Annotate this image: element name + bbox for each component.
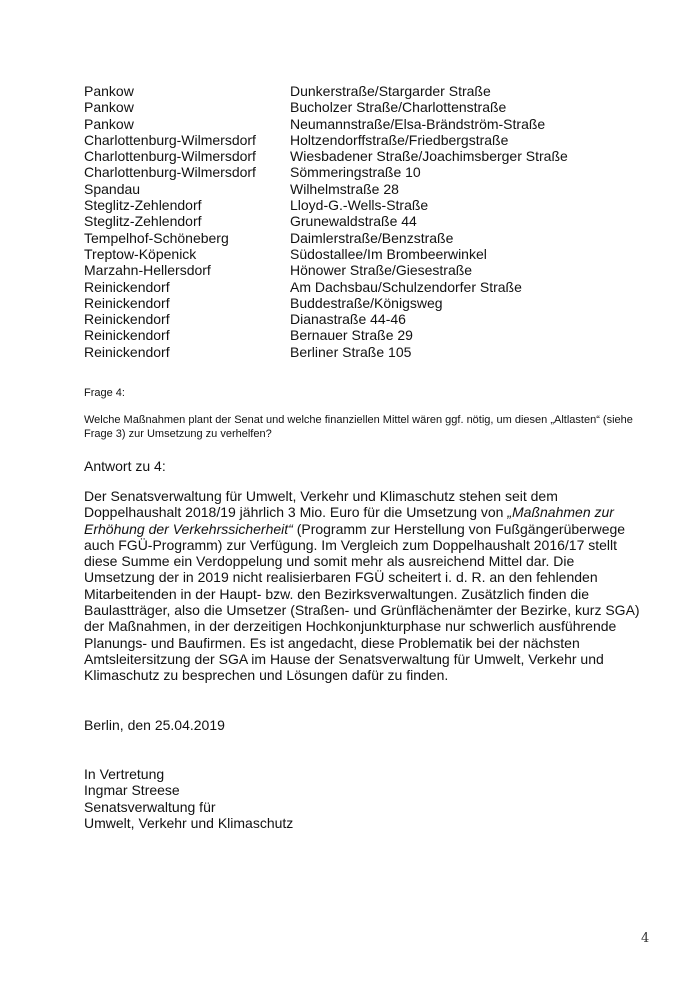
answer-text: Doppelhaushalt 2018/19 jährlich 3 Mio. Euro für die Umsetzung von [84,504,508,521]
answer-text: der Maßnahmen, in der derzeitigen Hochkonjunkturphase nur schwerlich ausführende [84,618,617,635]
location-cell: Buddestraße/Königsweg [290,294,443,311]
district-cell: Pankow [84,99,134,116]
district-cell: Reinickendorf [84,311,170,328]
location-cell: Neumannstraße/Elsa-Brändström-Straße [290,115,546,132]
answer-line [84,586,644,602]
answer-body [84,488,644,684]
signature-line: Senatsverwaltung für [84,798,216,815]
district-cell: Reinickendorf [84,294,170,311]
district-cell: Charlottenburg-Wilmersdorf [84,148,256,165]
answer-text: Der Senatsverwaltung für Umwelt, Verkehr und Klimaschutz stehen seit dem [84,488,558,504]
district-cell: Steglitz-Zehlendorf [84,197,202,214]
table-row [84,181,568,197]
table-row [84,83,568,99]
location-cell: Hönower Straße/Giesestraße [290,262,473,279]
table-row [84,262,568,278]
answer-line [84,504,644,520]
location-cell: Dianastraße 44-46 [290,311,406,328]
table-row [84,230,568,246]
signature-block [84,766,293,832]
question-label: Frage 4: [84,387,125,399]
table-row [84,213,568,229]
answer-line [84,569,644,585]
table-row [84,148,568,164]
district-cell: Reinickendorf [84,343,170,360]
location-cell: Daimlerstraße/Benzstraße [290,229,454,246]
district-cell: Charlottenburg-Wilmersdorf [84,131,256,148]
answer-text: diese Summe ein Verdoppelung und somit mehr als ausreichend Mittel dar. Die [84,553,575,570]
location-cell: Lloyd-G.-Wells-Straße [290,197,429,214]
location-cell: Holtzendorffstraße/Friedbergstraße [290,131,509,148]
answer-label: Antwort zu 4: [84,458,166,474]
district-cell: Marzahn-Hellersdorf [84,262,211,279]
answer-text: Mitarbeitenden in der Haupt- bzw. den Bezirksverwaltungen. Zusätzlich finden die [84,585,590,602]
answer-text: Umsetzung der in 2019 nicht realisierbaren FGÜ scheitert i. d. R. an den fehlenden [84,569,598,586]
answer-line [84,553,644,569]
page-number: 4 [641,931,650,946]
district-cell: Pankow [84,83,134,99]
table-row [84,99,568,115]
answer-line [84,667,644,683]
district-cell: Pankow [84,115,134,132]
table-row [84,311,568,327]
answer-emphasis: Erhöhung der Verkehrssicherheit“ [84,520,293,537]
district-cell: Spandau [84,180,141,197]
answer-text: Baulastträger, also die Umsetzer (Straßen- und Grünflächenämter der Bezirke, kurz SGA) [84,602,640,619]
table-row [84,197,568,213]
answer-line [84,651,644,667]
answer-text: Klimaschutz zu besprechen und Lösungen dafür zu finden. [84,667,449,684]
signature-line: In Vertretung [84,766,165,782]
table-row [84,344,568,360]
answer-line [84,488,644,504]
table-row [84,295,568,311]
signature-line: Ingmar Streese [84,782,180,799]
location-cell: Grunewaldstraße 44 [290,213,417,230]
table-row [84,164,568,180]
answer-text: Amtsleitersitzung der SGA im Hause der Senatsverwaltung für Umwelt, Verkehr und [84,650,604,667]
answer-line [84,602,644,618]
answer-line [84,537,644,553]
answer-line [84,635,644,651]
table-row [84,246,568,262]
answer-emphasis: „Maßnahmen zur [507,504,614,521]
location-cell: Bucholzer Straße/Charlottenstraße [290,99,507,116]
question-text: Welche Maßnahmen plant der Senat und welche finanziellen Mittel wären ggf. nötig, um diesen „Altlasten“ (siehe Frage 3) zur Umsetzung zu verhelfen? [84,414,633,440]
answer-line [84,521,644,537]
district-cell: Reinickendorf [84,327,170,344]
location-cell: Bernauer Straße 29 [290,327,413,344]
district-cell: Steglitz-Zehlendorf [84,213,202,230]
location-cell: Sömmeringstraße 10 [290,164,421,181]
date-line: Berlin, den 25.04.2019 [84,717,225,733]
location-cell: Südostallee/Im Brombeerwinkel [290,245,487,262]
district-cell: Tempelhof-Schöneberg [84,229,229,246]
table-row [84,279,568,295]
signature-line: Umwelt, Verkehr und Klimaschutz [84,815,294,832]
district-cell: Reinickendorf [84,278,170,295]
table-row [84,116,568,132]
district-cell: Charlottenburg-Wilmersdorf [84,164,256,181]
location-cell: Wilhelmstraße 28 [290,180,399,197]
table-row [84,132,568,148]
location-cell: Am Dachsbau/Schulzendorfer Straße [290,278,522,295]
location-cell: Wiesbadener Straße/Joachimsberger Straße [290,148,568,165]
answer-text: (Programm zur Herstellung von Fußgängerüberwege [292,520,626,537]
location-cell: Berliner Straße 105 [290,343,412,360]
location-cell: Dunkerstraße/Stargarder Straße [290,83,491,99]
district-location-table [84,83,568,360]
district-cell: Treptow-Köpenick [84,245,197,262]
answer-line [84,618,644,634]
table-row [84,327,568,343]
answer-text: auch FGÜ-Programm) zur Verfügung. Im Vergleich zum Doppelhaushalt 2016/17 stellt [84,536,618,553]
answer-text: Planungs- und Baufirmen. Es ist angedacht, diese Problematik bei der nächsten [84,634,580,651]
